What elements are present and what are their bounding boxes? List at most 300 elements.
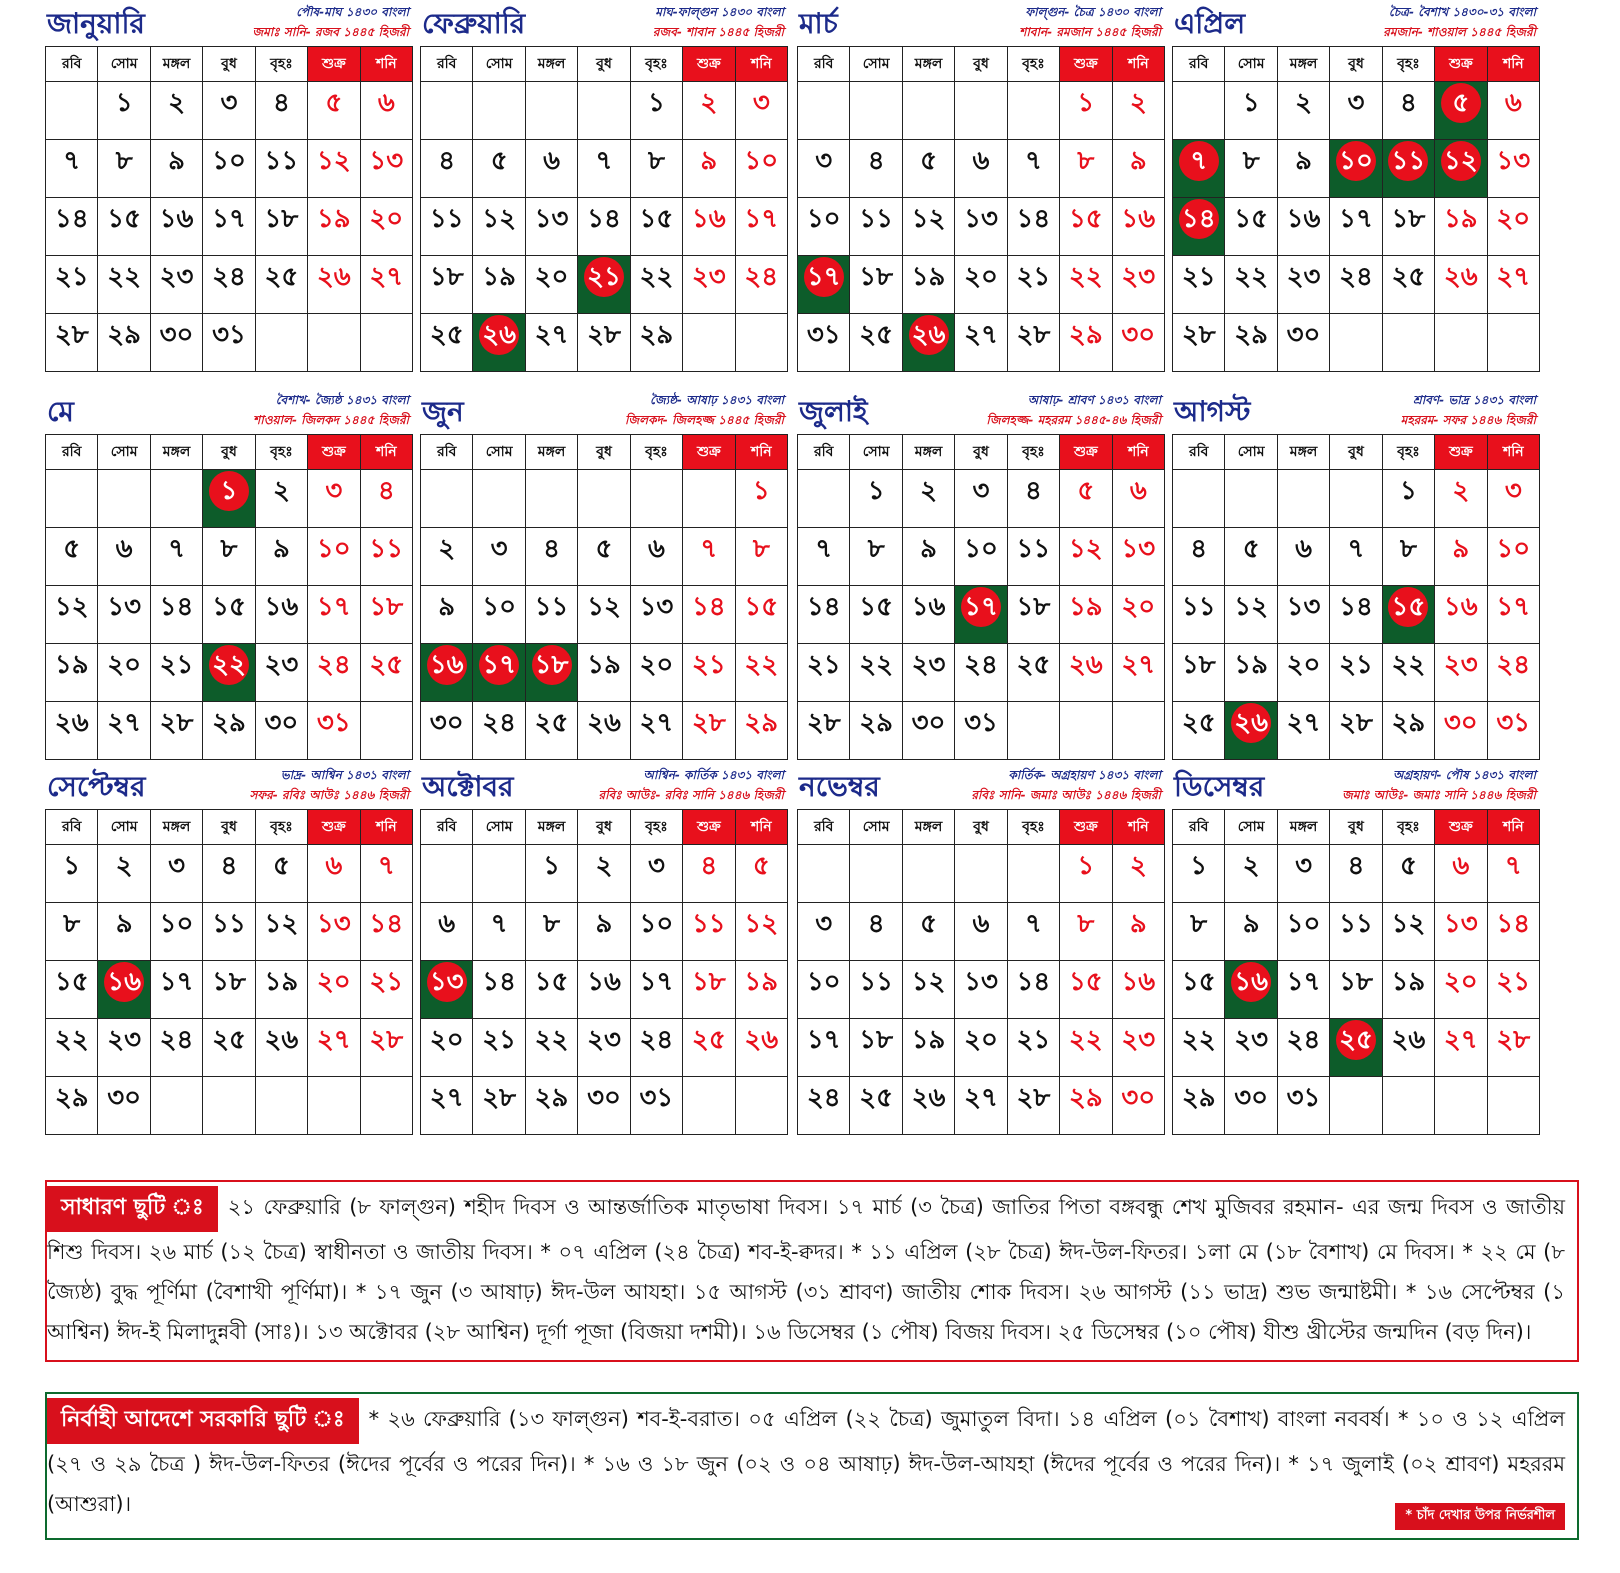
day-number-text: ২৭ [534, 320, 569, 350]
day-cell-inner [1173, 644, 1224, 701]
day-cell-inner [1173, 903, 1224, 960]
day-number-text: ২ [1129, 851, 1147, 881]
day-number-text: ২৩ [1121, 1025, 1156, 1055]
day-cell-inner [736, 644, 787, 701]
day-number [421, 146, 472, 176]
day-cell-inner [1173, 586, 1224, 643]
weekday-header: সোম [850, 47, 902, 82]
day-cell-inner [578, 845, 629, 902]
day-cell-inner [850, 961, 901, 1018]
day-cell [1382, 961, 1434, 1019]
day-cell [630, 586, 682, 644]
day-number-text: ২৮ [369, 1025, 404, 1055]
day-number-text: ১৭ [212, 204, 246, 234]
day-number [1060, 1025, 1111, 1055]
day-number-text: ৬ [543, 146, 560, 176]
day-cell-inner [955, 528, 1006, 585]
day-cell-inner [421, 644, 472, 701]
day-cell [1277, 644, 1329, 702]
day-cell [630, 702, 682, 760]
day-cell-inner [955, 702, 1006, 759]
day-cell [1173, 1019, 1225, 1077]
day-cell-inner [473, 314, 524, 371]
day-cell [578, 198, 630, 256]
day-cell-inner [256, 702, 307, 759]
day-number-text: ২৯ [1068, 1083, 1103, 1113]
day-number [736, 650, 787, 680]
day-cell-inner [683, 702, 734, 759]
day-number [850, 909, 901, 939]
day-cell [360, 470, 412, 528]
day-number [361, 650, 412, 680]
day-number-text: ১৩ [534, 204, 569, 234]
day-number [256, 851, 307, 881]
day-number [955, 708, 1006, 738]
hijri-month-range: জমাঃ সানি- রজব ১৪৪৫ হিজরী [252, 25, 409, 39]
day-cell [630, 528, 682, 586]
empty-cell [683, 470, 735, 528]
day-cell [1435, 256, 1487, 314]
empty-cell [1330, 314, 1382, 372]
day-number [903, 909, 954, 939]
day-cell [46, 961, 98, 1019]
day-number [1008, 1083, 1059, 1113]
day-cell [255, 256, 307, 314]
day-cell [98, 528, 150, 586]
day-number-text: ১০ [1286, 909, 1321, 939]
month-10 [797, 763, 1165, 1135]
day-cell-inner [1113, 903, 1164, 960]
day-cell-inner [421, 1019, 472, 1076]
day-number [631, 1083, 682, 1113]
day-cell-inner [256, 845, 307, 902]
day-cell-inner [203, 140, 254, 197]
day-cell-inner [421, 586, 472, 643]
day-number-text: ১৮ [859, 262, 893, 292]
hijri-month-range: রবিঃ আউঃ- রবিঃ সানি ১৪৪৬ হিজরী [598, 788, 784, 802]
day-number [1278, 708, 1329, 738]
day-cell-inner [203, 961, 254, 1018]
day-number-text: ২৬ [1068, 650, 1103, 680]
day-number [46, 592, 97, 622]
day-number-text: ২০ [639, 650, 674, 680]
empty-cell [735, 314, 787, 372]
day-cell [1060, 1077, 1112, 1135]
month-grid [420, 46, 788, 372]
weekday-header: সোম [1225, 435, 1277, 470]
day-cell [1435, 586, 1487, 644]
day-number-text: ১৪ [587, 204, 621, 234]
day-number [955, 650, 1006, 680]
weekday-header: সোম [473, 810, 525, 845]
day-number [1435, 592, 1486, 622]
day-number-text: ১২ [1441, 141, 1481, 181]
day-number-text: ৪ [700, 851, 718, 881]
day-cell-inner [903, 586, 954, 643]
empty-cell [1330, 1077, 1382, 1135]
day-number-text: ৩০ [107, 1083, 142, 1113]
day-number [1383, 146, 1434, 181]
bangla-month-range: অগ্রহায়ণ- পৌষ ১৪৩১ বাংলা [1393, 768, 1536, 782]
month-name: ডিসেম্বর [1174, 770, 1265, 803]
day-number [98, 1083, 149, 1113]
day-number-text: ১২ [54, 592, 89, 622]
day-number [1278, 851, 1329, 881]
day-cell [1487, 903, 1539, 961]
empty-cell [850, 845, 902, 903]
day-cell [473, 586, 525, 644]
day-number-text: ১৯ [911, 1025, 946, 1055]
day-cell [1225, 961, 1277, 1019]
day-cell-inner [46, 1019, 97, 1076]
empty-cell [1487, 1077, 1539, 1135]
day-cell [1330, 586, 1382, 644]
month-header [420, 388, 788, 434]
day-number [1060, 1083, 1111, 1113]
day-number [1330, 708, 1381, 738]
executive-holidays-text: * ২৬ ফেব্রুয়ারি (১৩ ফাল্গুন) শব-ই-বরাত। ০৫ এপ্রিল (২২ চৈত্র) জুমাতুল বিদা। ১৪ এপ্রিল (০১ বৈশাখ) বাংলা নববর্ষ। * ১০ ও ১২ এপ্রিল (২৭ ও ২৯ চৈত্র ) ঈদ-উল-ফিতর (ঈদের পূর্বের ও পরের দিন)। * ১৬ ও ১৮ জুন (০২ ও ০৪ আষাঢ়) ঈদ-উল-আযহা (ঈদের পূর্বের ও পরের দিন)। * ১৭ জুলাই (০২ শ্রাবণ) মহররম (আশুরা)। [47, 1407, 1565, 1516]
day-cell [902, 140, 954, 198]
day-cell [630, 1019, 682, 1077]
weekday-header: মঙ্গল [1277, 47, 1329, 82]
weekday-header: শনি [360, 435, 412, 470]
day-number-text: ৮ [1242, 146, 1260, 176]
day-number [736, 476, 787, 506]
day-cell-inner [1330, 586, 1381, 643]
day-number-text: ২ [168, 88, 185, 118]
day-cell-inner [256, 140, 307, 197]
day-cell-inner [98, 140, 149, 197]
day-number [421, 1083, 472, 1113]
day-number-text: ১৮ [1016, 592, 1051, 622]
day-number-text: ১ [867, 476, 885, 506]
weekday-header: শনি [1112, 810, 1164, 845]
empty-cell [902, 82, 954, 140]
month-header [1172, 0, 1540, 46]
day-cell [955, 1019, 1007, 1077]
day-cell [1330, 82, 1382, 140]
month-3 [1172, 0, 1540, 372]
day-cell-inner [578, 586, 629, 643]
day-number-text: ৩১ [639, 1083, 674, 1113]
day-cell [1007, 961, 1059, 1019]
day-cell-inner [850, 903, 901, 960]
day-number [203, 88, 254, 118]
empty-cell [798, 470, 850, 528]
day-cell-inner [1225, 140, 1276, 197]
day-number-text: ৮ [543, 909, 560, 939]
day-number [46, 967, 97, 997]
day-number [1113, 320, 1164, 350]
day-cell-inner [98, 528, 149, 585]
day-cell-inner [1435, 470, 1486, 527]
day-number [1278, 1025, 1329, 1055]
day-number-text: ৫ [920, 909, 937, 939]
day-number [1113, 592, 1164, 622]
day-number-text: ১৫ [744, 592, 779, 622]
day-number [850, 1025, 901, 1055]
weekday-header: বুধ [578, 810, 630, 845]
day-cell-inner [308, 528, 359, 585]
day-cell [255, 586, 307, 644]
day-cell-inner [1435, 82, 1486, 139]
day-cell [955, 644, 1007, 702]
empty-cell [150, 1077, 202, 1135]
day-cell [798, 140, 850, 198]
day-cell [1487, 256, 1539, 314]
day-number [1278, 204, 1329, 234]
bangla-month-range: জ্যৈষ্ঠ- আষাঢ় ১৪৩১ বাংলা [650, 393, 784, 407]
day-cell-inner [1173, 198, 1224, 255]
day-cell [1225, 198, 1277, 256]
day-number [256, 476, 307, 506]
weekday-header: রবি [798, 810, 850, 845]
day-number-text: ৯ [1452, 534, 1470, 564]
month-header [45, 0, 413, 46]
day-number-text: ১৩ [369, 146, 404, 176]
day-number [1225, 88, 1276, 118]
day-number [850, 320, 901, 350]
day-cell-inner [955, 644, 1006, 701]
day-cell [798, 702, 850, 760]
day-cell [525, 961, 577, 1019]
day-cell-inner [1488, 470, 1539, 527]
day-number-text: ৪ [543, 534, 560, 564]
day-number [308, 476, 359, 506]
day-cell-inner [1278, 528, 1329, 585]
day-cell [360, 82, 412, 140]
day-number-text: ১৬ [911, 592, 946, 622]
day-cell [1112, 903, 1164, 961]
day-cell [1173, 961, 1225, 1019]
day-number-text: ৬ [377, 88, 395, 118]
day-cell-inner [1488, 140, 1539, 197]
day-cell-inner [736, 140, 787, 197]
day-number [1060, 88, 1111, 118]
day-number [850, 476, 901, 506]
day-cell [955, 903, 1007, 961]
day-cell-inner [798, 256, 849, 313]
day-number-text: ৬ [325, 851, 343, 881]
day-cell-inner [903, 1019, 954, 1076]
day-number [578, 1083, 629, 1113]
day-number-text: ১৫ [1068, 204, 1103, 234]
day-number [631, 909, 682, 939]
day-cell [150, 644, 202, 702]
day-number [46, 320, 97, 350]
day-number [1488, 851, 1539, 881]
day-cell-inner [1173, 702, 1224, 759]
day-number-text: ১৩ [1443, 909, 1478, 939]
day-cell-inner [308, 256, 359, 313]
month-header [797, 0, 1165, 46]
day-cell-inner [361, 903, 412, 960]
day-cell [683, 198, 735, 256]
day-number-text: ২৬ [911, 1083, 946, 1113]
day-cell-inner [578, 256, 629, 313]
day-cell [308, 586, 360, 644]
day-number [98, 592, 149, 622]
weekday-header: বুধ [203, 47, 255, 82]
day-number-text: ১৩ [1121, 534, 1156, 564]
empty-cell [421, 82, 473, 140]
day-cell-inner [308, 586, 359, 643]
executive-holidays-label: নির্বাহী আদেশে সরকারি ছুটি ঃ [47, 1398, 359, 1444]
day-cell [255, 702, 307, 760]
day-number [578, 146, 629, 176]
day-number-text: ৩ [1295, 851, 1312, 881]
day-cell-inner [1060, 528, 1111, 585]
day-number-text: ৩ [220, 88, 238, 118]
day-number-text: ৭ [63, 146, 81, 176]
weekday-header: রবি [1173, 810, 1225, 845]
day-number-text: ১১ [369, 534, 404, 564]
day-number-text: ৪ [1347, 851, 1365, 881]
day-number-text: ২৮ [691, 708, 726, 738]
day-cell [1487, 702, 1539, 760]
day-number-text: ৩০ [911, 708, 946, 738]
day-cell [525, 845, 577, 903]
day-number-text: ২৫ [429, 320, 464, 350]
day-cell [1487, 528, 1539, 586]
day-number-text: ২ [1129, 88, 1147, 118]
weekday-header: রবি [798, 435, 850, 470]
day-cell-inner [361, 140, 412, 197]
day-cell-inner [1060, 82, 1111, 139]
day-cell [1277, 528, 1329, 586]
day-number-text: ১৮ [1181, 650, 1216, 680]
day-number-text: ১৫ [54, 967, 89, 997]
day-number-text: ৩১ [1496, 708, 1531, 738]
day-cell [473, 903, 525, 961]
empty-cell [683, 1077, 735, 1135]
day-cell [1173, 528, 1225, 586]
day-cell [473, 961, 525, 1019]
empty-cell [473, 82, 525, 140]
day-cell-inner [526, 961, 577, 1018]
day-number [1278, 88, 1329, 118]
day-number-text: ৮ [752, 534, 770, 564]
day-number-text: ৭ [1347, 534, 1365, 564]
day-number [1173, 146, 1224, 181]
day-number-text: ২৯ [1068, 320, 1103, 350]
day-number [46, 204, 97, 234]
day-cell [525, 140, 577, 198]
day-cell [955, 528, 1007, 586]
day-number [1060, 967, 1111, 997]
day-number [151, 708, 202, 738]
day-cell-inner [151, 82, 202, 139]
day-cell-inner [1435, 528, 1486, 585]
day-cell-inner [473, 702, 524, 759]
day-cell-inner [903, 644, 954, 701]
month-5 [420, 388, 788, 760]
day-cell-inner [683, 903, 734, 960]
day-number-text: ২৫ [1391, 262, 1426, 292]
weekday-header: সোম [473, 435, 525, 470]
empty-cell [955, 82, 1007, 140]
day-number [631, 708, 682, 738]
day-cell-inner [256, 644, 307, 701]
day-number-text: ৪ [867, 146, 885, 176]
day-cell [525, 256, 577, 314]
day-number [798, 650, 849, 680]
day-number-text: ১৩ [964, 967, 998, 997]
day-cell [255, 961, 307, 1019]
day-number [203, 851, 254, 881]
day-cell-inner [1488, 586, 1539, 643]
day-number-text: ৩১ [212, 320, 246, 350]
day-cell [1435, 845, 1487, 903]
day-number [1008, 476, 1059, 506]
day-number [526, 146, 577, 176]
day-cell-inner [308, 845, 359, 902]
day-number [1330, 262, 1381, 292]
weekday-header: সোম [1225, 47, 1277, 82]
day-cell [255, 198, 307, 256]
day-number-text: ২৪ [744, 262, 779, 292]
day-cell-inner [1435, 845, 1486, 902]
day-number [1113, 88, 1164, 118]
day-number [798, 534, 849, 564]
day-cell-inner [955, 586, 1006, 643]
empty-cell [473, 845, 525, 903]
day-cell-inner [1008, 903, 1059, 960]
day-cell [1277, 845, 1329, 903]
day-number-text: ২৫ [369, 650, 404, 680]
day-number-text: ১২ [587, 592, 621, 622]
day-cell-inner [683, 1019, 734, 1076]
day-number-text: ২৪ [159, 1025, 194, 1055]
day-number-text: ২ [272, 476, 290, 506]
day-cell-inner [46, 256, 97, 313]
day-number-text: ১৫ [859, 592, 893, 622]
weekday-header: রবি [46, 47, 98, 82]
day-number [46, 534, 97, 564]
day-number [578, 708, 629, 738]
day-number [203, 146, 254, 176]
day-number-text: ৯ [1129, 909, 1147, 939]
day-number [1330, 1025, 1381, 1060]
day-number [1383, 262, 1434, 292]
day-cell-inner [1225, 528, 1276, 585]
day-number-text: ৩০ [1443, 708, 1478, 738]
day-cell [150, 314, 202, 372]
day-number-text: ২৩ [107, 1025, 142, 1055]
weekday-header: শনি [735, 47, 787, 82]
day-cell-inner [1113, 644, 1164, 701]
day-cell-inner [1278, 140, 1329, 197]
day-number [631, 146, 682, 176]
day-number [736, 262, 787, 292]
day-cell-inner [903, 314, 954, 371]
day-cell [735, 903, 787, 961]
day-cell-inner [1330, 256, 1381, 313]
day-number-text: ১১ [691, 909, 726, 939]
day-number-text: ২৪ [212, 262, 246, 292]
day-cell [525, 314, 577, 372]
bangla-month-range: ভাদ্র- আশ্বিন ১৪৩১ বাংলা [280, 768, 409, 782]
day-number [1008, 967, 1059, 997]
day-number [361, 534, 412, 564]
day-cell [46, 1077, 98, 1135]
day-cell [308, 903, 360, 961]
day-number-text: ১৬ [159, 204, 194, 234]
day-number [1008, 204, 1059, 234]
day-number [361, 88, 412, 118]
weekday-header: বৃহঃ [1382, 810, 1434, 845]
day-cell-inner [798, 1019, 849, 1076]
